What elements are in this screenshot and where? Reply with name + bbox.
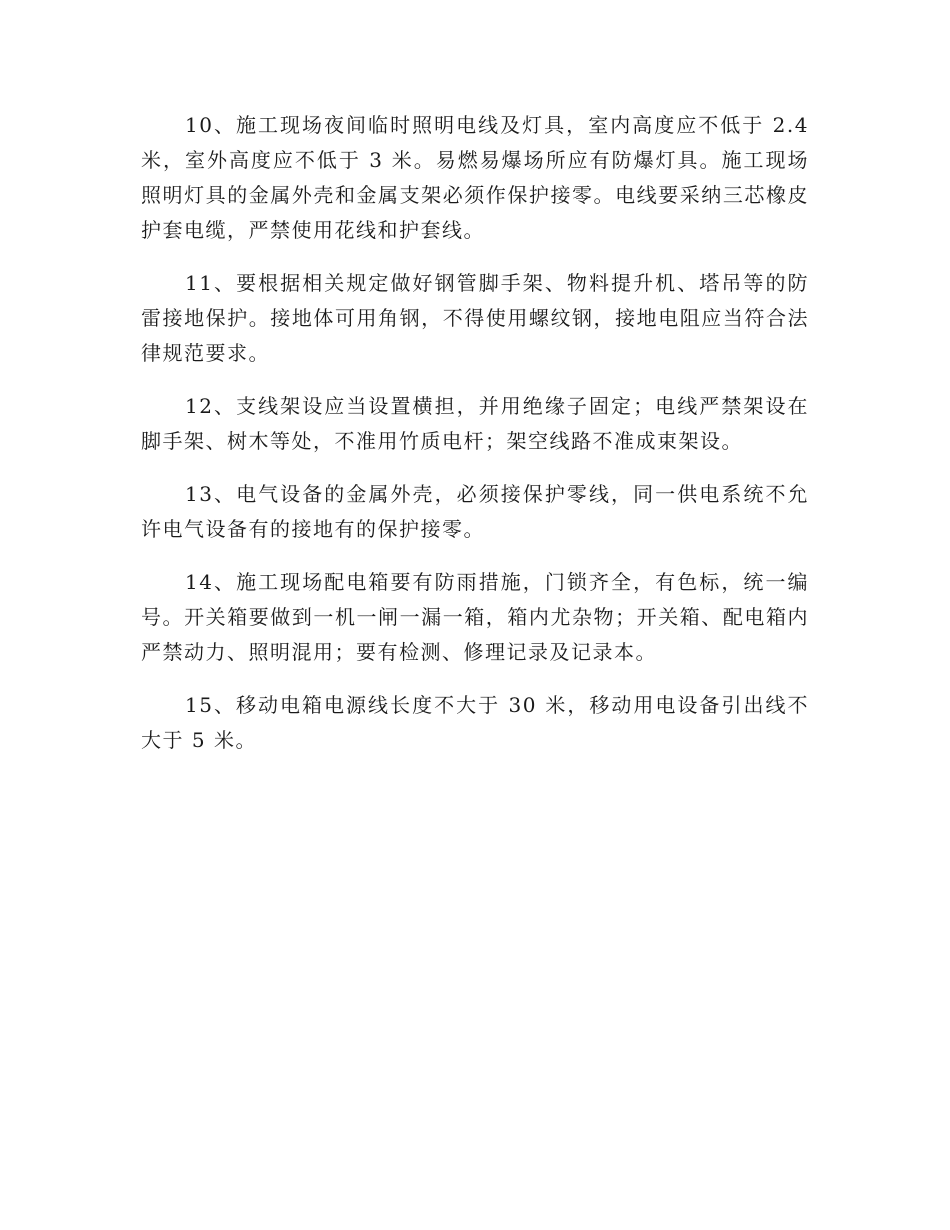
paragraph-15: 15、移动电箱电源线长度不大于 30 米，移动用电设备引出线不大于 5 米。 [141, 693, 809, 752]
paragraph-14: 14、施工现场配电箱要有防雨措施，门锁齐全，有色标，统一编号。开关箱要做到一机一闸一漏一箱，箱内尤杂物；开关箱、配电箱内严禁动力、照明混用；要有检测、修理记录及记录本。 [141, 570, 809, 664]
paragraph-13: 13、电气设备的金属外壳，必须接保护零线，同一供电系统不允许电气设备有的接地有的保护接零。 [141, 482, 809, 541]
document-body [141, 108, 809, 776]
paragraph-10: 10、施工现场夜间临时照明电线及灯具，室内高度应不低于 2.4 米，室外高度应不低于 3 米。易燃易爆场所应有防爆灯具。施工现场照明灯具的金属外壳和金属支架必须作保护接零。电线要采纳三芯橡皮护套电缆，严禁使用花线和护套线。 [141, 113, 809, 242]
paragraph-11: 11、要根据相关规定做好钢管脚手架、物料提升机、塔吊等的防雷接地保护。接地体可用角钢，不得使用螺纹钢，接地电阻应当符合法律规范要求。 [141, 271, 809, 365]
paragraph-12: 12、支线架设应当设置横担，并用绝缘子固定；电线严禁架设在脚手架、树木等处，不准用竹质电杆；架空线路不准成束架设。 [141, 394, 809, 453]
